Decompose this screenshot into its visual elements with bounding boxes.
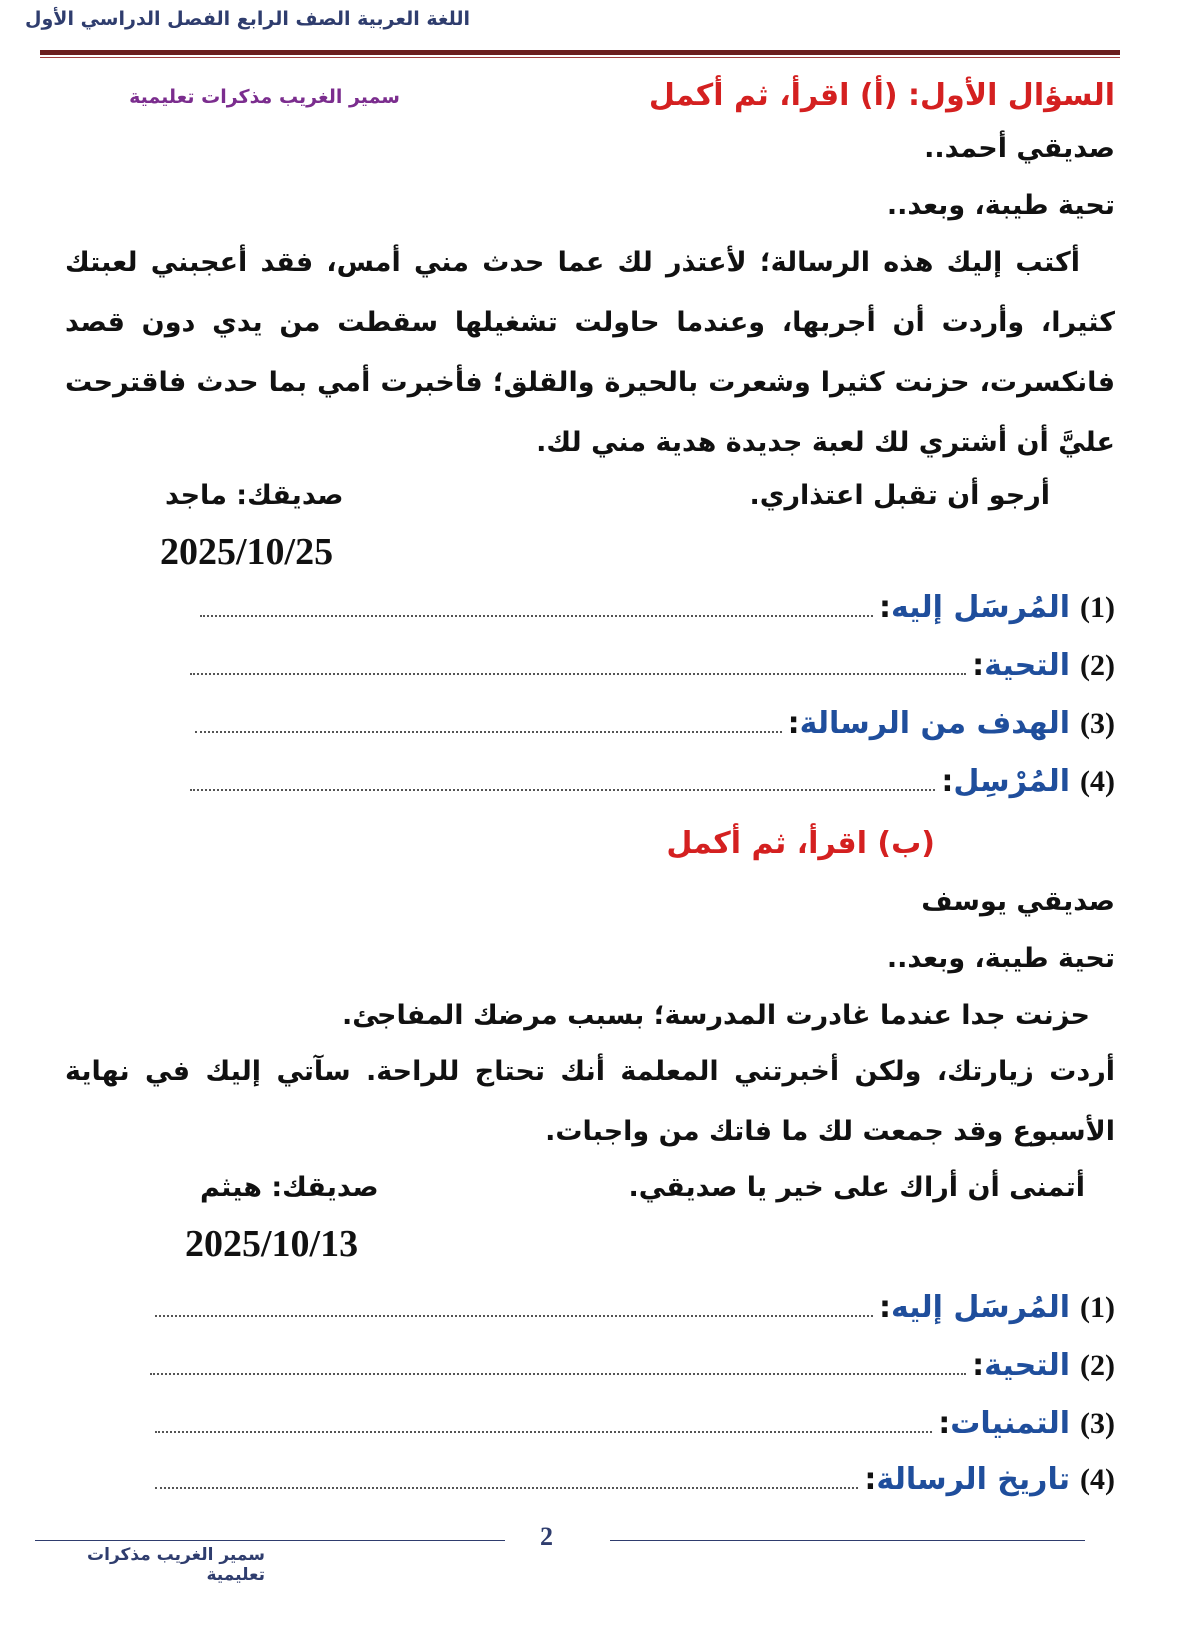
date-a: 2025/10/25	[160, 531, 334, 573]
closing-b: أتمنى أن أراك على خير يا صديقي.	[628, 1172, 1085, 1203]
item-label: التمنيات	[950, 1406, 1070, 1441]
item-colon: :	[941, 764, 954, 799]
page-number: 2	[540, 1522, 553, 1551]
item-colon: :	[864, 1462, 877, 1497]
fill-item-a1	[200, 590, 1115, 625]
item-colon: :	[878, 590, 891, 625]
answer-line[interactable]	[150, 1373, 966, 1375]
item-colon: :	[972, 648, 985, 683]
salutation-a: صديقي أحمد..	[924, 133, 1115, 164]
signature-a: صديقك: ماجد	[165, 480, 344, 511]
answer-line[interactable]	[155, 1431, 932, 1433]
answer-line[interactable]	[200, 615, 873, 617]
footer-divider-left	[35, 1540, 505, 1541]
item-colon: :	[787, 706, 800, 741]
footer-divider-right	[610, 1540, 1085, 1541]
item-number: (2)	[1080, 1349, 1115, 1382]
answer-line[interactable]	[195, 731, 782, 733]
closing-a: أرجو أن تقبل اعتذاري.	[749, 480, 1050, 511]
salutation-b: صديقي يوسف	[921, 886, 1115, 917]
item-label: التحية	[984, 1348, 1070, 1383]
item-number: (1)	[1080, 591, 1115, 624]
item-label: الهدف من الرسالة	[799, 706, 1070, 741]
item-number: (4)	[1080, 1463, 1115, 1496]
fill-item-a4	[190, 764, 1115, 799]
header-title: اللغة العربية الصف الرابع الفصل الدراسي الأول	[25, 8, 470, 30]
item-label: التحية	[984, 648, 1070, 683]
item-colon: :	[972, 1348, 985, 1383]
fill-item-b4	[155, 1462, 1115, 1497]
answer-line[interactable]	[190, 673, 966, 675]
greeting-a: تحية طيبة، وبعد..	[886, 190, 1115, 221]
item-colon: :	[878, 1290, 891, 1325]
answer-line[interactable]	[155, 1315, 873, 1317]
item-label: المُرسَل إليه	[890, 590, 1070, 625]
date-b: 2025/10/13	[185, 1223, 359, 1265]
fill-item-b2	[150, 1348, 1115, 1383]
header-divider	[40, 50, 1120, 55]
author-credit: سمير الغريب مذكرات تعليمية	[129, 86, 400, 108]
item-number: (3)	[1080, 1407, 1115, 1440]
answer-line[interactable]	[155, 1487, 858, 1489]
question-title-a: السؤال الأول: (أ) اقرأ، ثم أكمل	[648, 78, 1115, 113]
letter-body-b: أردت زيارتك، ولكن أخبرتني المعلمة أنك تحتاج للراحة. سآتي إليك في نهاية الأسبوع وقد جمعت لك ما فاتك من واجبات.	[65, 1056, 1115, 1147]
fill-item-a3	[195, 706, 1115, 741]
item-number: (3)	[1080, 707, 1115, 740]
question-title-b: (ب) اقرأ، ثم أكمل	[666, 826, 935, 861]
greeting-b: تحية طيبة، وبعد..	[886, 943, 1115, 974]
item-colon: :	[938, 1406, 951, 1441]
item-number: (4)	[1080, 765, 1115, 798]
letter-body-a: أكتب إليك هذه الرسالة؛ لأعتذر لك عما حدث مني أمس، فقد أعجبني لعبتك كثيرا، وأردت أن أجربها، وعندما حاولت تشغيلها سقطت من يدي دون قصد فانكسرت، حزنت كثيرا وشعرت بالحيرة والقلق؛ فأخبرت أمي بما حدث فاقترحت عليَّ أن أشتري لك لعبة جديدة هدية مني لك.	[65, 247, 1115, 458]
item-label: تاريخ الرسالة	[876, 1462, 1070, 1497]
item-label: المُرسَل إليه	[890, 1290, 1070, 1325]
fill-item-b1	[155, 1290, 1115, 1325]
fill-item-a2	[190, 648, 1115, 683]
footer-author: سمير الغريب مذكرات تعليمية	[87, 1545, 265, 1585]
answer-line[interactable]	[190, 789, 935, 791]
item-number: (1)	[1080, 1291, 1115, 1324]
signature-b: صديقك: هيثم	[200, 1172, 379, 1203]
header-divider-thin	[40, 57, 1120, 58]
item-label: المُرْسِل	[953, 764, 1070, 799]
fill-item-b3	[155, 1406, 1115, 1441]
letter-line-b: حزنت جدا عندما غادرت المدرسة؛ بسبب مرضك المفاجئ.	[342, 1000, 1090, 1031]
item-number: (2)	[1080, 649, 1115, 682]
